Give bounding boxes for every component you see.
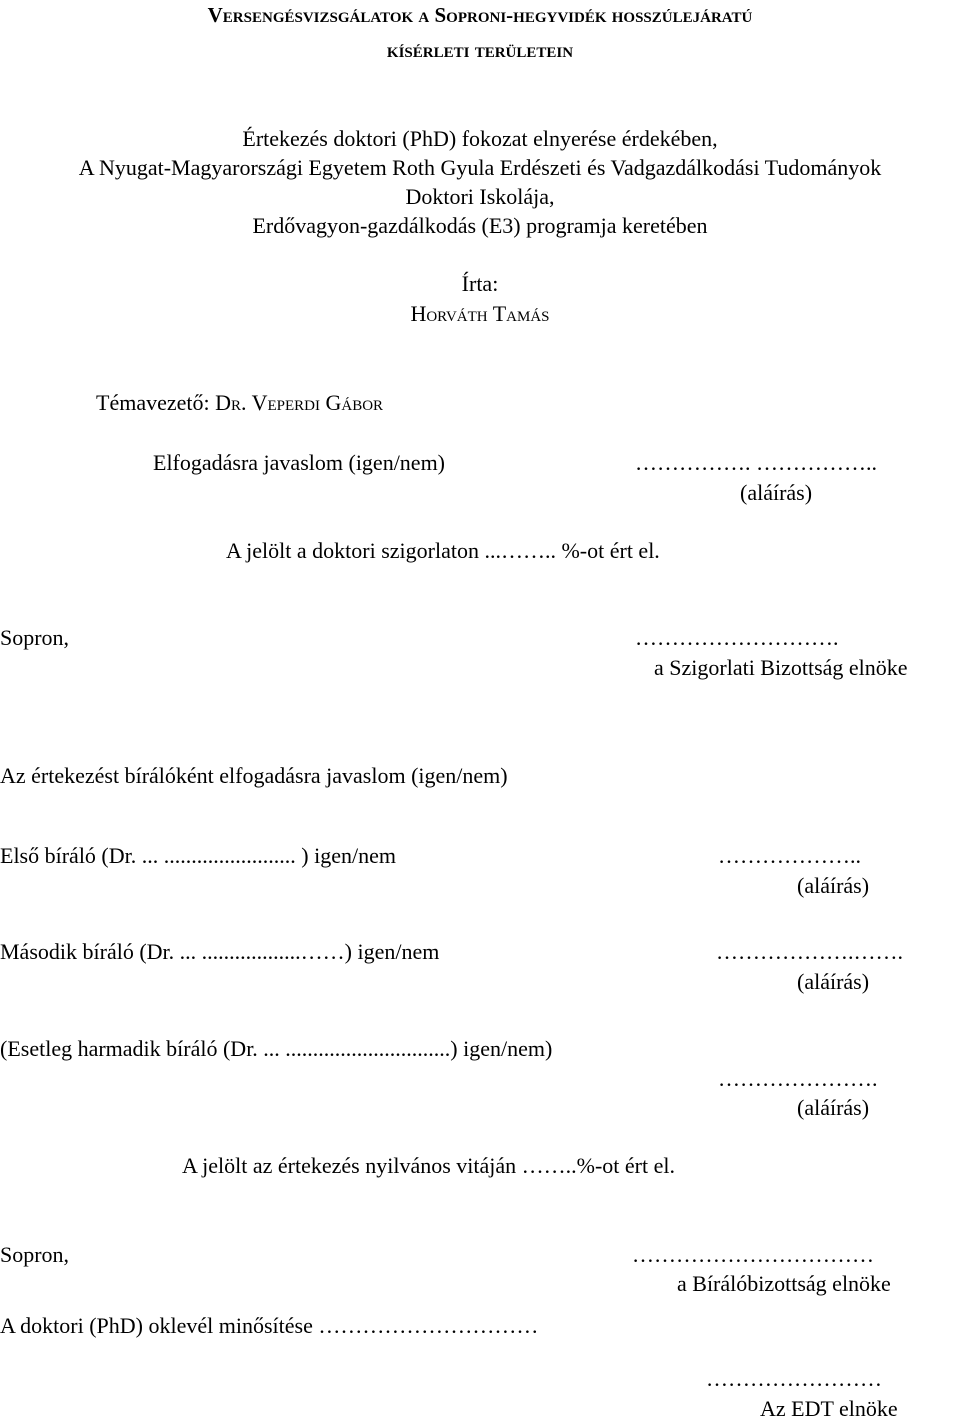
defense-sign-dots: …………………………… — [632, 1242, 874, 1267]
acceptance-signature: (aláírás) — [740, 480, 813, 505]
author-label: Írta: — [461, 271, 499, 296]
edt-chair: Az EDT elnöke — [760, 1396, 898, 1421]
supervisor-label: Témavezető: — [96, 390, 210, 415]
review-committee-chair: a Bírálóbizottság elnöke — [677, 1271, 891, 1296]
intro-line-2: A Nyugat-Magyarországi Egyetem Roth Gyula Erdészeti és Vadgazdálkodási Tudományok — [78, 155, 882, 180]
defense-result: A jelölt az értekezés nyilvános vitáján ……..%-ot ért el. — [182, 1153, 676, 1178]
supervisor-name: Dr. Veperdi Gábor — [215, 390, 384, 415]
exam-sign-dots: ………………………. — [635, 625, 839, 650]
third-reviewer: (Esetleg harmadik bíráló (Dr. ... ..............................) igen/nem) — [0, 1036, 553, 1061]
exam-sign-place: Sopron, — [0, 625, 70, 650]
first-reviewer-dots: ……………….. — [718, 843, 861, 868]
diploma-qualification: A doktori (PhD) oklevél minősítése ………………………… — [0, 1313, 539, 1338]
first-reviewer-signature: (aláírás) — [797, 873, 870, 898]
acceptance-dots: ……………. …………….. — [635, 450, 877, 475]
intro-line-1: Értekezés doktori (PhD) fokozat elnyerése érdekében, — [242, 126, 718, 151]
exam-committee-chair: a Szigorlati Bizottság elnöke — [654, 655, 908, 680]
edt-dots: …………………… — [706, 1366, 882, 1391]
third-reviewer-signature: (aláírás) — [797, 1095, 870, 1120]
intro-line-4: Erdővagyon-gazdálkodás (E3) programja keretében — [252, 213, 708, 238]
second-reviewer-signature: (aláírás) — [797, 969, 870, 994]
author-name: Horváth Tamás — [410, 301, 550, 326]
intro-line-3: Doktori Iskolája, — [405, 184, 555, 209]
exam-result: A jelölt a doktori szigorlaton ...…….. %-ot ért el. — [226, 538, 660, 563]
third-reviewer-dots: …………………. — [718, 1066, 878, 1091]
first-reviewer: Első bíráló (Dr. ... ........................ ) igen/nem — [0, 843, 396, 868]
second-reviewer-dots: ……………….……. — [716, 939, 903, 964]
title-line-2: kísérleti területein — [386, 38, 574, 62]
reviewers-intro: Az értekezést bírálóként elfogadásra javaslom (igen/nem) — [0, 763, 508, 788]
supervisor-line — [96, 392, 383, 414]
acceptance-text: Elfogadásra javaslom (igen/nem) — [153, 450, 446, 475]
second-reviewer: Második bíráló (Dr. ... ..................……) igen/nem — [0, 939, 440, 964]
title-line-1: Versengésvizsgálatok a Soproni-hegyvidék hosszúlejáratú — [207, 3, 753, 27]
defense-sign-place: Sopron, — [0, 1242, 70, 1267]
